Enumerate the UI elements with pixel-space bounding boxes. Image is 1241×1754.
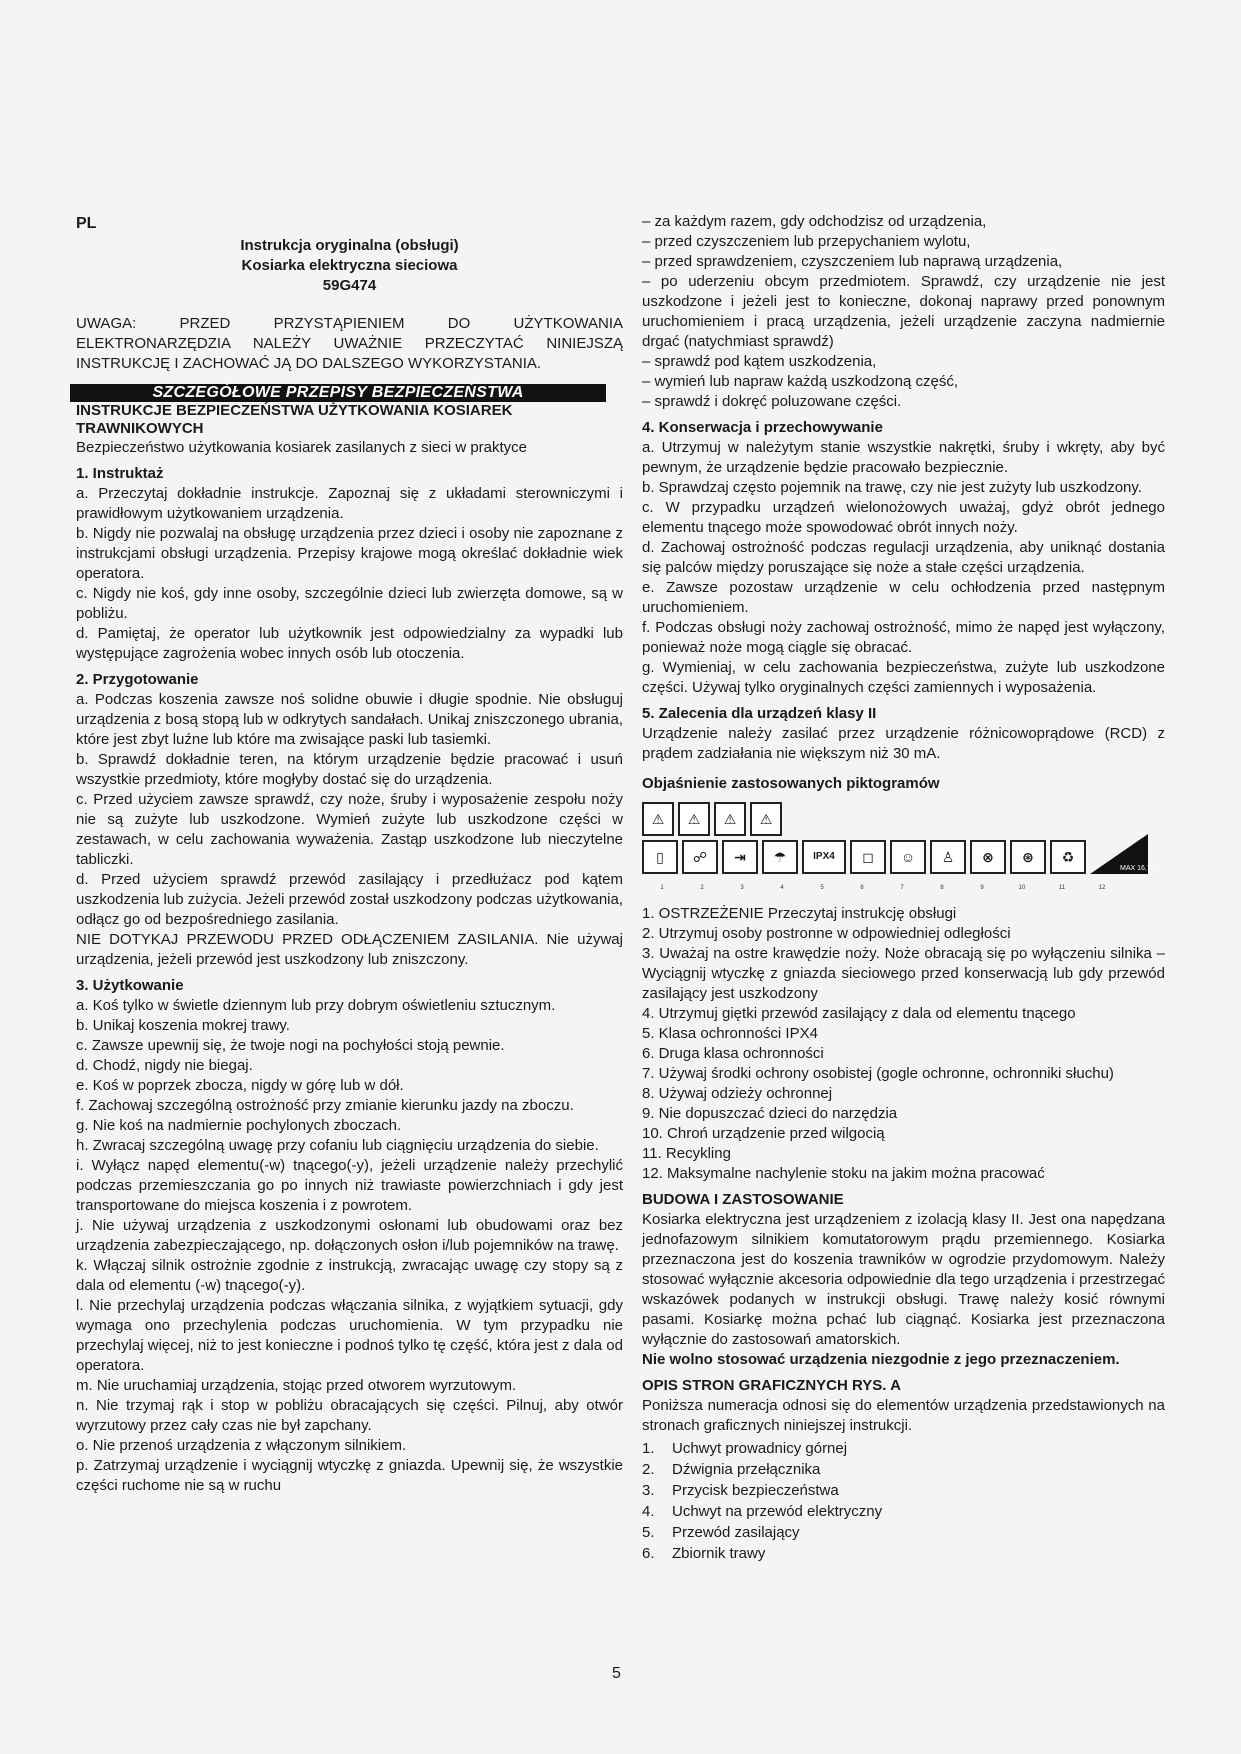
section-1-item: a. Przeczytaj dokładnie instrukcje. Zapoznaj się z układami sterowniczymi i prawidłowym użytkowaniem urządzenia. [76,485,623,522]
warning-sharp-blades-icon: ⚠ [714,802,746,836]
dash-item: – sprawdź i dokręć poluzowane części. [642,393,902,410]
dash-item: – sprawdź pod kątem uszkodzenia, [642,353,877,370]
budowa-heading: BUDOWA I ZASTOSOWANIE [642,1191,844,1208]
pictogram-number: 7 [900,885,904,891]
section-2-item: d. Przed użyciem sprawdź przewód zasilający i przedłużacz pod kątem uszkodzenia lub zużycia. Jeżeli przewód został uszkodzony podczas użytkowania, odłącz go od bezpośredniego zasilania. [76,871,623,928]
pictogram-legend-item: 8. Używaj odzieży ochronnej [642,1085,833,1102]
section-4-item: b. Sprawdzaj często pojemnik na trawę, czy nie jest zużyty lub uszkodzony. [642,479,1142,496]
section-3-item: m. Nie uruchamiaj urządzenia, stojąc przed otworem wyrzutowym. [76,1377,517,1394]
unplug-icon: ⇥ [722,840,758,874]
dash-item: – wymień lub napraw każdą uszkodzoną część, [642,373,958,390]
max-slope-label: MAX 16,7° [1120,865,1154,872]
section-banner: SZCZEGÓŁOWE PRZEPISY BEZPIECZEŃSTWA [70,384,606,402]
list-item [642,1501,1165,1522]
pictogram-number: 9 [980,885,984,891]
dash-item: – za każdym razem, gdy odchodzisz od urządzenia, [642,213,987,230]
list-item-text: Przycisk bezpieczeństwa [672,1482,839,1499]
section-1-heading: 1. Instruktaż [76,465,164,482]
pictogram-legend-item: 2. Utrzymuj osoby postronne w odpowiedniej odległości [642,925,1011,942]
section-3-item: k. Włączaj silnik ostrożnie zgodnie z instrukcją, zwracając uwagę czy stopy są z dala od elementu (-w) tnącego(-y). [76,1257,623,1294]
protective-gear-icon: ☺ [890,840,926,874]
list-item-number: 5. [642,1524,655,1541]
opis-text: Poniższa numeracja odnosi się do elementów urządzenia przedstawionych na stronach graficznych niniejszej instrukcji. [642,1397,1165,1434]
section-5-text: Urządzenie należy zasilać przez urządzenie różnicowoprądowe (RCD) z prądem zadziałania nie większym niż 30 mA. [642,725,1165,762]
list-item-number: 2. [642,1461,655,1478]
dash-item: – przed czyszczeniem lub przepychaniem wylotu, [642,233,971,250]
ipx4-icon: IPX4 [802,840,846,874]
pictogram-numbers [642,878,1165,898]
section-1-item: c. Nigdy nie koś, gdy inne osoby, szczególnie dzieci lub zwierzęta domowe, są w pobliżu. [76,585,623,622]
language-code: PL [76,215,97,232]
section-3-item: n. Nie trzymaj rąk i stop w pobliżu obracających się części. Pilnuj, aby otwór wyrzutowy przez cały czas nie był zapchany. [76,1397,623,1434]
pictogram-legend [642,904,1165,1184]
warning-read-manual-icon: ⚠ [642,802,674,836]
list-item-text: Uchwyt na przewód elektryczny [672,1503,883,1520]
model-number: 59G474 [322,277,377,294]
section-3-item: p. Zatrzymaj urządzenie i wyciągnij wtyczkę z gniazda. Upewnij się, że wszystkie części ruchome nie są w ruchu [76,1457,623,1494]
list-item-number: 3. [642,1482,655,1499]
left-column-flow [76,214,623,1496]
section-5-heading: 5. Zalecenia dla urządzeń klasy II [642,705,877,722]
warning-text: UWAGA: PRZED PRZYSTĄPIENIEM DO UŻYTKOWANIA ELEKTRONARZĘDZIA NALEŻY UWAŻNIE PRZECZYTAĆ NINIEJSZĄ INSTRUKCJĘ I ZACHOWAĆ JĄ DO DALSZEGO WYKORZYSTANIA. [76,315,623,372]
section-3-item: i. Wyłącz napęd elementu(-w) tnącego(-y), jeżeli urządzenie należy przechylić podczas przemieszczania go po innych niż trawiaste powierzchniach i gdy jest transportowane do miejsca koszenia i z powrotem. [76,1157,623,1214]
class-ii-icon: ◻ [850,840,886,874]
opis-heading: OPIS STRON GRAFICZNYCH RYS. A [642,1377,901,1394]
budowa-text: Kosiarka elektryczna jest urządzeniem z izolacją klasy II. Jest ona napędzana jednofazowym silnikiem komutatorowym prądu przemiennego. Kosiarka przeznaczona jest do koszenia trawników w ogrodzie przydomowym. Należy stosować wyłącznie akcesoria odpowiednie dla tego urządzenia i przestrzegać wskazówek podanych w instrukcji obsługi. Trawę należy kosić równymi pasami. Kosiarkę można pchać lub ciągnąć. Kosiarka jest przeznaczona wyłącznie do zastosowań amatorskich. [642,1211,1165,1348]
section-4-item: g. Wymieniaj, w celu zachowania bezpieczeństwa, zużyte lub uszkodzone części. Używaj tylko oryginalnych części zamiennych i wyposażenia. [642,659,1165,696]
pictogram-legend-item: 3. Uważaj na ostre krawędzie noży. Noże obracają się po wyłączeniu silnika – Wyciągnij wtyczkę z gniazda sieciowego przed konserwacją lub gdy przewód zasilający jest uszkodzony [642,945,1165,1002]
section-1-item: d. Pamiętaj, że operator lub użytkownik jest odpowiedzialny za wypadki lub występujące zagrożenia wobec innych osób lub otoczenia. [76,625,623,662]
recycling-icon: ♻ [1050,840,1086,874]
section-3-item: d. Chodź, nigdy nie biegaj. [76,1057,253,1074]
pictogram-legend-item: 11. Recykling [642,1145,731,1162]
pictogram-number: 12 [1098,885,1106,891]
list-item-text: Przewód zasilający [672,1524,800,1541]
list-item-text: Dźwignia przełącznika [672,1461,821,1478]
pictogram-legend-item: 7. Używaj środki ochrony osobistej (gogle ochronne, ochronniki słuchu) [642,1065,1114,1082]
list-item-text: Uchwyt prowadnicy górnej [672,1440,848,1457]
pictogram-number: 8 [940,885,944,891]
list-item-number: 6. [642,1545,655,1562]
section-4-item: a. Utrzymuj w należytym stanie wszystkie nakrętki, śruby i wkręty, aby być pewnym, że urządzenie będzie pracowało bezpiecznie. [642,439,1165,476]
dash-item: – przed sprawdzeniem, czyszczeniem lub naprawą urządzenia, [642,253,1063,270]
pictogram-row-top [642,802,798,836]
section-4-heading: 4. Konserwacja i przechowywanie [642,419,883,436]
right-column-flow [642,212,1165,1564]
cable-away-icon: ☂ [762,840,798,874]
section-2-heading: 2. Przygotowanie [76,671,199,688]
safety-intro: Bezpieczeństwo użytkowania kosiarek zasilanych z sieci w praktyce [76,439,528,456]
section-3-heading: 3. Użytkowanie [76,977,184,994]
section-4-item: c. W przypadku urządzeń wielonożowych uważaj, gdyż obrót jednego elementu tnącego może spowodować obrót innych noży. [642,499,1165,536]
pictogram-number: 5 [820,885,824,891]
list-item [642,1480,1165,1501]
list-item [642,1459,1165,1480]
section-2-item: a. Podczas koszenia zawsze noś solidne obuwie i długie spodnie. Nie obsługuj urządzenia z bosą stopą lub w odkrytych sandałach. Unikaj zniszczonego ubrania, które jest zbyt luźne lub które ma zwisające paski lub tasiemki. [76,691,623,748]
no-children-icon: ⊗ [970,840,1006,874]
section-4-item: e. Zawsze pozostaw urządzenie w celu ochłodzenia przed następnym uruchomieniem. [642,579,1165,616]
list-item [642,1522,1165,1543]
warning-cable-icon: ⚠ [750,802,782,836]
pictogram-number: 11 [1058,885,1066,891]
list-item-number: 4. [642,1503,655,1520]
pictogram-number: 10 [1018,885,1026,891]
section-1-item: b. Nigdy nie pozwalaj na obsługę urządzenia przez dzieci i osoby nie zapoznane z instrukcjami obsługi urządzenia. Przepisy krajowe mogą określać dokładnie wiek operatora. [76,525,623,582]
doc-title: Instrukcja oryginalna (obsługi) [240,237,459,254]
pictogram-number: 1 [660,885,664,891]
section-3-item: h. Zwracaj szczególną uwagę przy cofaniu lub ciągnięciu urządzenia do siebie. [76,1137,599,1154]
list-item-number: 1. [642,1440,655,1457]
section-3-item: e. Koś w poprzek zbocza, nigdy w górę lub w dół. [76,1077,404,1094]
manual-icon: ▯ [642,840,678,874]
section-3-item: c. Zawsze upewnij się, że twoje nogi na pochyłości stoją pewnie. [76,1037,505,1054]
section-3-item: f. Zachowaj szczególną ostrożność przy zmianie kierunku jazdy na zboczu. [76,1097,574,1114]
pictogram-legend-item: 5. Klasa ochronności IPX4 [642,1025,818,1042]
pictogram-legend-item: 1. OSTRZEŻENIE Przeczytaj instrukcję obsługi [642,905,957,922]
section-3-item: g. Nie koś na nadmiernie pochylonych zboczach. [76,1117,402,1134]
max-slope-icon [1090,824,1154,874]
pictogram-legend-item: 12. Maksymalne nachylenie stoku na jakim można pracować [642,1165,1045,1182]
section-4-item: f. Podczas obsługi noży zachowaj ostrożność, mimo że napęd jest wyłączony, ponieważ noże mogą ciągle się obracać. [642,619,1165,656]
pictogram-grid [642,802,798,874]
safety-heading: INSTRUKCJE BEZPIECZEŃSTWA UŻYTKOWANIA KOSIAREK TRAWNIKOWYCH [76,402,513,437]
section-4-item: d. Zachowaj ostrożność podczas regulacji urządzenia, aby uniknąć dostania się palców między poruszające się noże a stałe części urządzenia. [642,539,1165,576]
pictogram-legend-item: 10. Chroń urządzenie przed wilgocią [642,1125,885,1142]
page-number: 5 [612,1665,621,1682]
section-3-item: a. Koś tylko w świetle dziennym lub przy dobrym oświetleniu sztucznym. [76,997,556,1014]
budowa-warning: Nie wolno stosować urządzenia niezgodnie z jego przeznaczeniem. [642,1351,1120,1368]
section-3-item: b. Unikaj koszenia mokrej trawy. [76,1017,290,1034]
section-3-item: o. Nie przenoś urządzenia z włączonym silnikiem. [76,1437,407,1454]
list-item [642,1438,1165,1459]
section-3-item: l. Nie przechylaj urządzenia podczas włączania silnika, z wyjątkiem sytuacji, gdy wymaga ono przechylenia podczas uruchomienia. W tym przypadku nie przechylaj więcej, niż to jest konieczne i podnoś tylko tę część, która jest z dala od operatora. [76,1297,623,1374]
parts-list [642,1438,1165,1564]
bystander-distance-icon: ☍ [682,840,718,874]
doc-subtitle: Kosiarka elektryczna sieciowa [241,257,458,274]
protective-clothing-icon: ♙ [930,840,966,874]
section-2-item: NIE DOTYKAJ PRZEWODU PRZED ODŁĄCZENIEM ZASILANIA. Nie używaj urządzenia, jeżeli przewód jest uszkodzony lub zniszczony. [76,931,623,968]
section-2-item: c. Przed użyciem zawsze sprawdź, czy noże, śruby i wyposażenie zespołu noży nie są zużyte lub uszkodzone. Wymień zużyte lub uszkodzone części w zestawach, w celu zachowania wyważenia. Zastąp uszkodzone lub nieczytelne tabliczki. [76,791,623,868]
pictogram-number: 2 [700,885,704,891]
pictogram-legend-item: 6. Druga klasa ochronności [642,1045,824,1062]
warning-bystanders-icon: ⚠ [678,802,710,836]
pictogram-number: 6 [860,885,864,891]
pictograms-heading: Objaśnienie zastosowanych piktogramów [642,775,940,792]
pictogram-row-bottom [642,840,798,874]
section-2-item: b. Sprawdź dokładnie teren, na którym urządzenie będzie pracować i usuń wszystkie przedmioty, które mogłyby dostać się do urządzenia. [76,751,623,788]
dash-item: – po uderzeniu obcym przedmiotem. Sprawdź, czy urządzenie nie jest uszkodzone i jeżeli jest to konieczne, dokonaj naprawy przed ponownym uruchomieniem i pracą urządzenia, jeżeli urządzenie zaczyna nadmiernie drgać (natychmiast sprawdź) [642,273,1165,350]
pictogram-number: 4 [780,885,784,891]
section-3-item: j. Nie używaj urządzenia z uszkodzonymi osłonami lub obudowami oraz bez urządzenia zabezpieczającego, np. dołączonych osłon i/lub pojemników na trawę. [76,1217,623,1254]
pictogram-number: 3 [740,885,744,891]
no-rain-icon: ⊛ [1010,840,1046,874]
list-item-text: Zbiornik trawy [672,1545,766,1562]
pictogram-strip [642,802,1165,874]
pictogram-legend-item: 4. Utrzymuj giętki przewód zasilający z dala od elementu tnącego [642,1005,1076,1022]
list-item [642,1543,1165,1564]
pictogram-legend-item: 9. Nie dopuszczać dzieci do narzędzia [642,1105,898,1122]
